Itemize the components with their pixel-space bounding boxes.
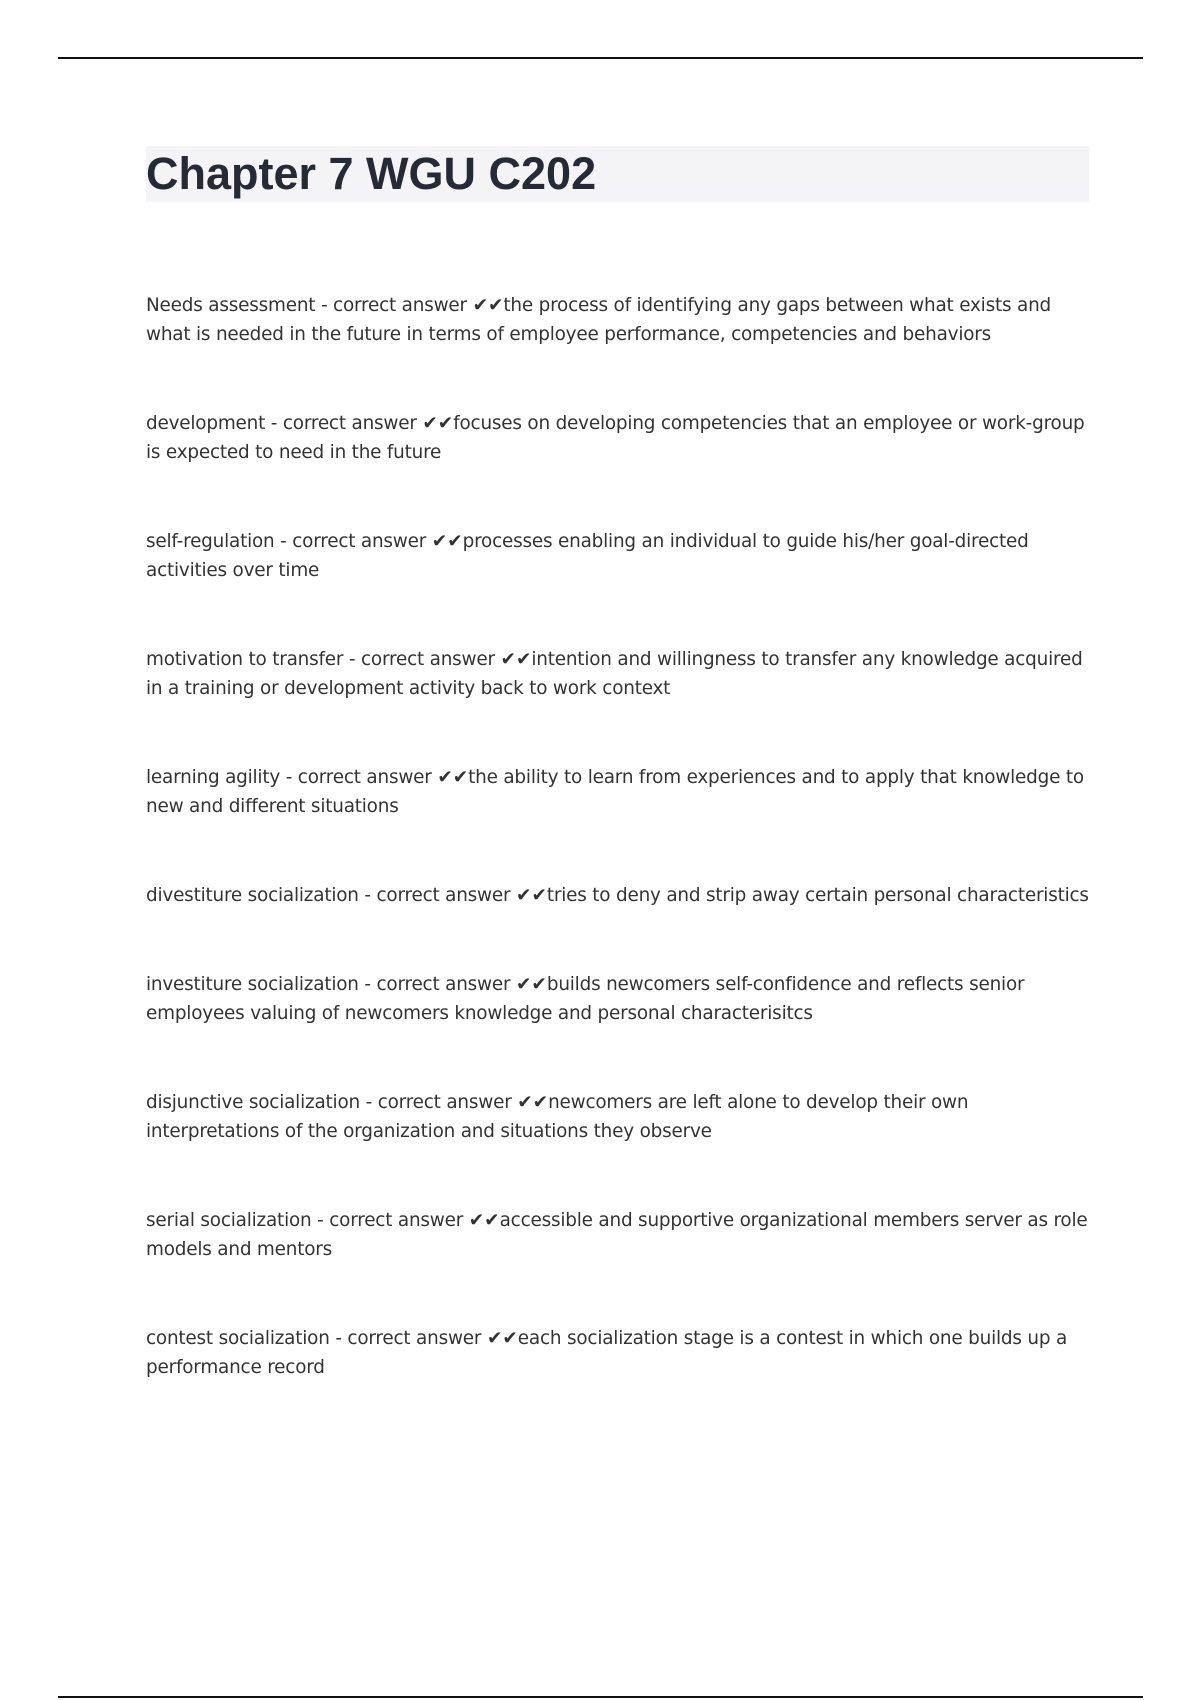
- flashcard: development - correct answer ✔✔focuses on developing competencies that an employee or work-group is expected to need in the future: [146, 413, 1085, 463]
- check-marks-icon: ✔✔: [468, 1210, 500, 1231]
- card-answer-marker: correct answer: [361, 649, 495, 670]
- check-marks-icon: ✔✔: [517, 1092, 549, 1113]
- check-marks-icon: ✔✔: [431, 531, 463, 552]
- flashcard: divestiture socialization - correct answer ✔✔tries to deny and strip away certain personal characteristics: [146, 885, 1089, 906]
- check-marks-icon: ✔✔: [516, 974, 547, 995]
- flashcard: disjunctive socialization - correct answer ✔✔newcomers are left alone to develop their own interpretations of the organization and situations they observe: [146, 1092, 969, 1142]
- card-term: contest socialization: [146, 1328, 330, 1349]
- card-answer-marker: correct answer: [297, 767, 432, 788]
- card-answer-marker: correct answer: [329, 1210, 464, 1231]
- card-definition: each socialization stage is a contest in which one builds up a performance record: [146, 1328, 1068, 1378]
- flashcard: contest socialization - correct answer ✔✔each socialization stage is a contest in which one builds up a performance record: [146, 1328, 1068, 1378]
- card-definition: tries to deny and strip away certain personal characteristics: [546, 885, 1089, 906]
- card-term: self-regulation: [146, 531, 275, 552]
- card-definition: accessible and supportive organizational members server as role models and mentors: [146, 1210, 1088, 1260]
- check-marks-icon: ✔✔: [516, 885, 547, 906]
- flashcard: serial socialization - correct answer ✔✔accessible and supportive organizational members server as role models and mentors: [146, 1210, 1088, 1260]
- card-term: investiture socialization: [146, 974, 359, 995]
- flashcard: investiture socialization - correct answer ✔✔builds newcomers self-confidence and reflects senior employees valuing of newcomers knowledge and personal characterisitcs: [146, 974, 1025, 1024]
- card-definition: builds newcomers self-confidence and reflects senior employees valuing of newcomers knowledge and personal characterisitcs: [146, 974, 1025, 1024]
- card-definition: focuses on developing competencies that an employee or work-group is expected to need in the future: [146, 413, 1085, 463]
- page-title: Chapter 7 WGU C202: [146, 148, 597, 199]
- card-term: disjunctive socialization: [146, 1092, 360, 1113]
- flashcard: learning agility - correct answer ✔✔the ability to learn from experiences and to apply that knowledge to new and different situations: [146, 767, 1084, 817]
- card-term: development: [146, 413, 266, 434]
- card-term: learning agility: [146, 767, 281, 788]
- card-term: serial socialization: [146, 1210, 312, 1231]
- flashcard: self-regulation - correct answer ✔✔processes enabling an individual to guide his/her goal-directed activities over time: [146, 531, 1029, 581]
- card-term: motivation to transfer: [146, 649, 344, 670]
- card-answer-marker: correct answer: [347, 1328, 482, 1349]
- flashcard: Needs assessment - correct answer ✔✔the process of identifying any gaps between what exists and what is needed in the future in terms of employee performance, competencies and behaviors: [146, 295, 1051, 345]
- card-definition: the process of identifying any gaps between what exists and what is needed in the future in terms of employee performance, competencies and behaviors: [146, 295, 1051, 345]
- check-marks-icon: ✔✔: [486, 1328, 518, 1349]
- card-answer-marker: correct answer: [377, 1092, 512, 1113]
- check-marks-icon: ✔✔: [437, 767, 469, 788]
- card-term: Needs assessment: [146, 295, 316, 316]
- flashcard: motivation to transfer - correct answer ✔✔intention and willingness to transfer any knowledge acquired in a training or development activity back to work context: [146, 649, 1083, 699]
- card-definition: newcomers are left alone to develop their own interpretations of the organization and situations they observe: [146, 1092, 969, 1142]
- flashcard-list: [146, 291, 1089, 1442]
- check-marks-icon: ✔✔: [472, 295, 504, 316]
- card-definition: intention and willingness to transfer any knowledge acquired in a training or development activity back to work context: [146, 649, 1083, 699]
- card-answer-marker: correct answer: [376, 885, 511, 906]
- card-definition: the ability to learn from experiences and to apply that knowledge to new and different situations: [146, 767, 1084, 817]
- check-marks-icon: ✔✔: [500, 649, 532, 670]
- card-answer-marker: correct answer: [282, 413, 417, 434]
- card-term: divestiture socialization: [146, 885, 359, 906]
- card-definition: processes enabling an individual to guide his/her goal-directed activities over time: [146, 531, 1029, 581]
- check-marks-icon: ✔✔: [422, 413, 454, 434]
- card-answer-marker: correct answer: [376, 974, 511, 995]
- card-answer-marker: correct answer: [292, 531, 427, 552]
- header-rule: [58, 57, 1143, 59]
- card-answer-marker: correct answer: [333, 295, 467, 316]
- footer-rule: [58, 1696, 1143, 1698]
